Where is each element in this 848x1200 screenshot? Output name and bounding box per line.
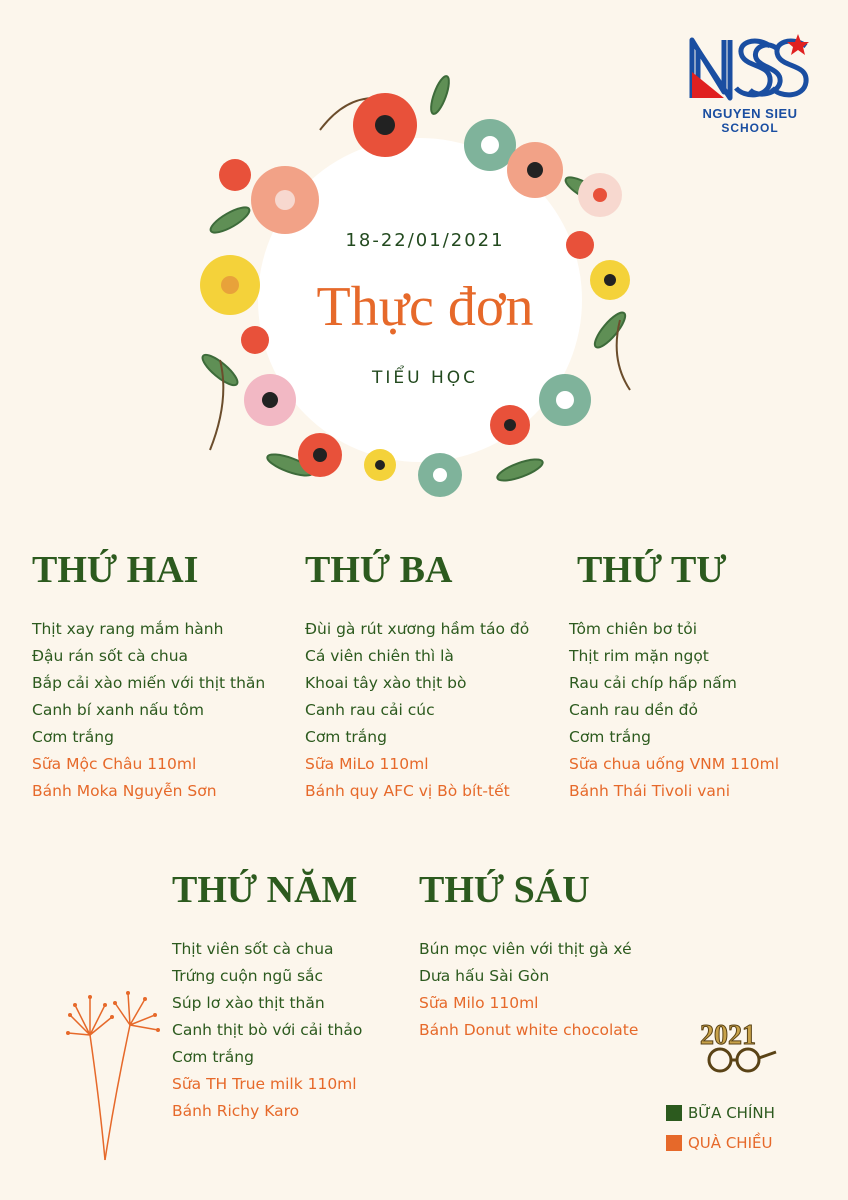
snack-item: Bánh quy AFC vị Bò bít-tết — [305, 782, 510, 800]
meal-item: Bắp cải xào miến với thịt thăn — [32, 674, 266, 692]
meal-item: Cơm trắng — [172, 1048, 254, 1066]
meal-item: Trứng cuộn ngũ sắc — [172, 967, 324, 985]
snack-item: Sữa Mộc Châu 110ml — [32, 755, 197, 773]
date-range: 18-22/01/2021 — [345, 230, 505, 251]
day-title: THỨ NĂM — [172, 869, 358, 911]
day-tuesday — [305, 548, 529, 805]
snack-item: Bánh Richy Karo — [172, 1102, 300, 1120]
meal-list — [569, 616, 779, 805]
legend-snack-label: QUÀ CHIỀU — [688, 1134, 773, 1152]
meal-item: Bún mọc viên với thịt gà xé — [419, 940, 632, 958]
school-logo — [680, 32, 820, 142]
logo-text-school: SCHOOL — [721, 121, 779, 135]
meal-list — [172, 936, 362, 1125]
legend-snack — [666, 1128, 775, 1158]
meal-item: Thịt viên sốt cà chua — [172, 940, 334, 958]
day-thursday — [172, 868, 362, 1125]
meal-item: Canh thịt bò với cải thảo — [172, 1021, 363, 1039]
day-title: THỨ SÁU — [419, 869, 590, 911]
day-friday — [419, 868, 638, 1044]
day-monday — [32, 548, 265, 805]
meal-item: Cơm trắng — [569, 728, 651, 746]
meal-item: Dưa hấu Sài Gòn — [419, 967, 550, 985]
legend-main-label: BỮA CHÍNH — [688, 1104, 775, 1122]
snack-item: Sữa chua uống VNM 110ml — [569, 755, 780, 773]
day-title: THỨ HAI — [32, 549, 199, 591]
meal-item: Súp lơ xào thịt thăn — [172, 994, 325, 1012]
menu-subtitle: TIỂU HỌC — [371, 368, 479, 388]
day-title: THỨ TƯ — [577, 549, 727, 591]
snack-item: Sữa TH True milk 110ml — [172, 1075, 357, 1093]
snack-item: Bánh Thái Tivoli vani — [569, 782, 731, 800]
nss-logo-icon — [686, 32, 812, 104]
snack-item: Bánh Moka Nguyễn Sơn — [32, 782, 217, 800]
meal-item: Rau cải chíp hấp nấm — [569, 674, 737, 692]
meal-item: Thịt xay rang mắm hành — [32, 620, 224, 638]
badge-year-text: 2021 — [700, 1020, 756, 1051]
logo-text-school-name: NGUYEN SIEU — [702, 106, 798, 121]
meal-item: Cá viên chiên thì là — [305, 647, 454, 665]
legend-main — [666, 1098, 775, 1128]
snack-item: Bánh Donut white chocolate — [419, 1021, 639, 1039]
meal-item: Thịt rim mặn ngọt — [569, 647, 709, 665]
orange-swatch-icon — [666, 1135, 682, 1151]
meal-item: Đậu rán sốt cà chua — [32, 647, 189, 665]
menu-title: Thực đơn — [316, 276, 534, 338]
meal-item: Canh rau dền đỏ — [569, 701, 698, 719]
legend — [666, 1098, 775, 1158]
meal-item: Canh rau cải cúc — [305, 701, 435, 719]
green-swatch-icon — [666, 1105, 682, 1121]
meal-item: Cơm trắng — [32, 728, 114, 746]
day-wednesday — [569, 548, 779, 805]
year-glasses-icon — [696, 1018, 780, 1078]
snack-item: Sữa MiLo 110ml — [305, 755, 429, 773]
meal-item: Canh bí xanh nấu tôm — [32, 701, 204, 719]
meal-item: Khoai tây xào thịt bò — [305, 674, 467, 692]
meal-list — [419, 936, 638, 1044]
dandelion-icon — [60, 985, 170, 1165]
meal-item: Tôm chiên bơ tỏi — [569, 620, 698, 638]
meal-item: Đùi gà rút xương hầm táo đỏ — [305, 620, 530, 638]
snack-item: Sữa Milo 110ml — [419, 994, 539, 1012]
meal-item: Cơm trắng — [305, 728, 387, 746]
meal-list — [305, 616, 529, 805]
day-title: THỨ BA — [305, 549, 453, 591]
meal-list — [32, 616, 265, 805]
